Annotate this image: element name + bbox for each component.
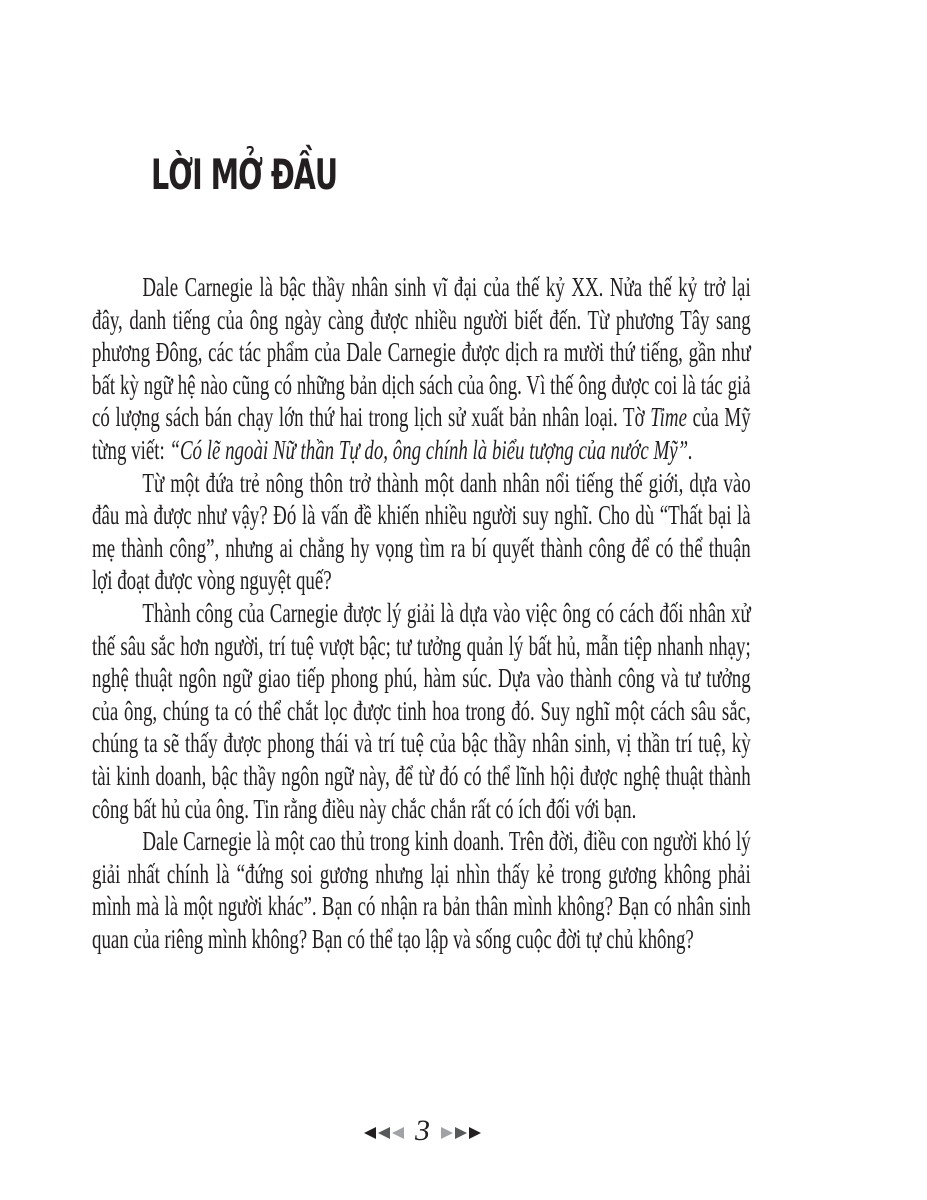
paragraph xyxy=(92,825,751,955)
prev-page-arrows xyxy=(364,1127,404,1139)
right-arrow-icon xyxy=(455,1127,467,1139)
paragraph xyxy=(92,467,751,597)
left-arrow-icon xyxy=(392,1127,404,1139)
text-segment: Dale Carnegie là bậc thầy nhân sinh vĩ đại của thế kỷ XX. Nửa thế kỷ trở lại đây, danh tiếng của ông ngày càng được nhiều người biết đến. Từ phương Tây sang phương Đông, các tác phẩm của Dale Carnegie được dịch ra mười thứ tiếng, gần như bất kỳ ngữ hệ nào cũng có những bản dịch sách của ông. Vì thế ông được coi là tác giả có lượng sách bán chạy lớn thứ hai trong lịch sử xuất bản nhân loại. Tờ xyxy=(92,272,751,433)
chapter-title: LỜI MỞ ĐẦU xyxy=(151,150,338,199)
page-footer xyxy=(364,1113,481,1150)
italic-text-segment: “Có lẽ ngoài Nữ thần Tự do, ông chính là biểu tượng của nước Mỹ”. xyxy=(169,434,693,465)
text-segment: của Mỹ từng viết: xyxy=(92,402,751,465)
text-segment: Dale Carnegie là một cao thủ trong kinh doanh. Trên đời, điều con người khó lý giải nhất chính là “đứng soi gương nhưng lại nhìn thấy kẻ trong gương không phải mình mà là một người khác”. Bạn có nhận ra bản thân mình không? Bạn có nhân sinh quan của riêng mình không? Bạn có thể tạo lập và sống cuộc đời tự chủ không? xyxy=(92,826,751,954)
text-segment: Thành công của Carnegie được lý giải là dựa vào việc ông có cách đối nhân xử thế sâu sắc hơn người, trí tuệ vượt bậc; tư tưởng quản lý bất hủ, mẫn tiệp nhanh nhạy; nghệ thuật ngôn ngữ giao tiếp phong phú, hàm súc. Dựa vào thành công và tư tưởng của ông, chúng ta có thể chắt lọc được tinh hoa trong đó. Suy nghĩ một cách sâu sắc, chúng ta sẽ thấy được phong thái và trí tuệ của bậc thầy nhân sinh, vị thần trí tuệ, kỳ tài kinh doanh, bậc thầy ngôn ngữ này, để từ đó có thể lĩnh hội được nghệ thuật thành công bất hủ của ông. Tin rằng điều này chắc chắn rất có ích đối với bạn. xyxy=(92,597,751,824)
paragraph xyxy=(92,597,751,825)
paragraph xyxy=(92,271,751,467)
body-text xyxy=(92,271,751,955)
left-arrow-icon xyxy=(364,1127,376,1139)
next-page-arrows xyxy=(441,1127,481,1139)
left-arrow-icon xyxy=(378,1127,390,1139)
text-segment: Từ một đứa trẻ nông thôn trở thành một danh nhân nổi tiếng thế giới, dựa vào đâu mà được như vậy? Đó là vấn đề khiến nhiều người suy nghĩ. Cho dù “Thất bại là mẹ thành công”, nhưng ai chẳng hy vọng tìm ra bí quyết thành công để có thể thuận lợi đoạt được vòng nguyệt quế? xyxy=(92,467,751,596)
page-number: 3 xyxy=(415,1113,430,1147)
italic-text-segment: Time xyxy=(650,402,687,433)
right-arrow-icon xyxy=(441,1127,453,1139)
right-arrow-icon xyxy=(469,1127,481,1139)
